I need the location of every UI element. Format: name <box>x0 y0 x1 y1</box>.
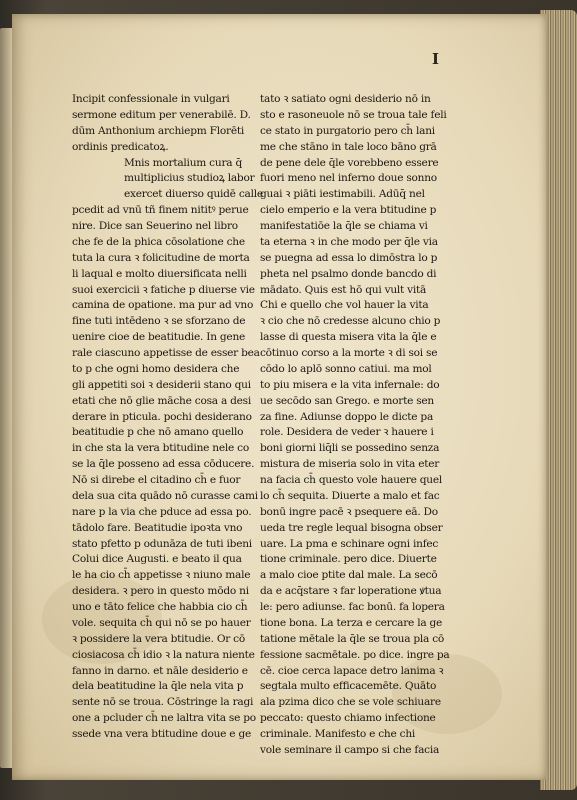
text-line: vole. sequita ch̄ qui nō se po hauer <box>72 616 251 629</box>
text-line: boni giorni liq̄li se possedino senza <box>260 442 440 455</box>
text-line: beatitudie p che nō amano quello <box>72 426 244 439</box>
text-line: a malo cioe ptite dal male. La secō <box>260 569 438 582</box>
text-line: peccato: questo chiamo infectione <box>260 712 436 725</box>
text-line: guai ꝛ piāti iestimabili. Adūq̄ nel <box>260 188 425 201</box>
text-line: to piu misera e la vita infernale: do <box>260 378 440 391</box>
text-line: sente nō se troua. Cōstringe la ragi <box>72 696 254 709</box>
text-line: fanno in darno. et nāle desiderio e <box>72 664 248 677</box>
text-line: le: pero adiunse. fac bonū. fa lopera <box>260 601 445 613</box>
text-line: mistura de miseria solo in vita eter <box>260 458 440 471</box>
text-line: gli appetiti soi ꝛ desiderii stano qui <box>72 378 251 391</box>
text-line: to p che ogni homo desidera che <box>72 362 240 375</box>
text-line: lo ch̄ sequita. Diuerte a malo et fac <box>260 489 440 502</box>
text-line: lasse di questa misera vita la q̄le e <box>260 331 437 344</box>
text-line: bonū ingre pacē ꝛ psequere eā. Do <box>260 505 438 518</box>
text-line: da e acq̄stare ꝛ far loperatione ꝟtua <box>260 585 442 598</box>
text-line: ce stato in purgatorio pero ch̄ lani <box>260 124 435 137</box>
text-line: sermone editum per venerabilē. D. <box>72 108 251 121</box>
text-line: sto e rasoneuole nō se troua tale feli <box>260 108 447 121</box>
text-line: tādolo fare. Beatitudie ipoꝛta vno <box>72 521 243 534</box>
text-line: suoi exercicii ꝛ fatiche p diuerse vie <box>72 283 255 296</box>
text-line: fuori meno nel inferno doue sonno <box>260 172 437 185</box>
text-line: fine tuti intēdeno ꝛ se sforzano de <box>72 315 246 328</box>
text-line: Incipit confessionale in vulgari <box>72 93 230 105</box>
text-line: ala pzima dico che se vole schiuare <box>260 696 441 709</box>
text-line: nire. Dice san Seuerino nel libro <box>72 220 238 232</box>
left-text-column <box>72 92 263 743</box>
text-line: camina de opatione. ma pur ad vno <box>72 299 254 312</box>
text-line: za fine. Adiunse doppo le dicte pa <box>260 410 434 423</box>
text-line: che fe de la phica cōsolatione che <box>72 235 245 248</box>
text-line: ꝛ cio che nō credesse alcuno chio p <box>260 315 441 328</box>
text-line: dela sua cita quādo nō curasse cami <box>72 489 258 502</box>
text-line: ta eterna ꝛ in che modo per q̄le via <box>260 235 438 248</box>
text-line: ordinis predicatoꝝ. <box>72 140 169 153</box>
text-line: role. Desidera de veder ꝛ hauere i <box>260 426 434 439</box>
text-line: cōdo lo aplō sonno catiui. ma mol <box>260 362 432 375</box>
text-line: tato ꝛ satiato ogni desiderio nō in <box>260 93 431 105</box>
text-line: uno e tāto felice che habbia cio ch̄ <box>72 601 248 613</box>
text-line: ssede vna vera btitudine doue e ge <box>72 728 251 740</box>
text-line: multiplicius studioꝝ labor <box>124 172 255 185</box>
folio-number: I <box>432 50 440 68</box>
text-line: stato pfetto p odunāza de tuti ibeni <box>72 537 252 550</box>
text-line: mādato. Quis est hō qui vult vitā <box>260 283 427 296</box>
text-line: cielo emperio e la vera btitudine p <box>260 204 437 217</box>
text-line: uare. La pma e schinare ogni infec <box>260 537 439 550</box>
text-line: cē. cioe cerca lapace detro lanima ꝛ <box>260 664 444 677</box>
text-line: me che stāno in tale loco bāno grā <box>260 140 437 153</box>
text-line: de pene dele q̄le vorebbeno essere <box>260 156 439 169</box>
text-line: in che sta la vera btitudine nele co <box>72 442 249 455</box>
text-line: Mnis mortalium cura q̄ <box>124 156 242 169</box>
text-line: etati che nō glie māche cosa a desi <box>72 394 252 407</box>
text-line: one a pcluder ch̄ ne laltra vita se po <box>72 712 256 725</box>
text-line: segtala multo efficacemēte. Quāto <box>260 680 437 693</box>
text-line: Nō si direbe el citadino ch̄ e fuor <box>72 474 241 486</box>
text-line: le ha cio ch̄ appetisse ꝛ niuno male <box>72 569 251 582</box>
right-text-column <box>260 92 450 759</box>
text-line: fessione sacmētale. po dice. ingre pa <box>260 648 450 661</box>
text-line: na facia ch̄ questo vole hauere quel <box>260 474 443 486</box>
text-line: exercet diuerso quidē calle <box>124 188 263 201</box>
text-line: Colui dice Augusti. e beato il qua <box>72 553 242 566</box>
text-line: ueda tre regle lequal bisogna obser <box>260 521 443 534</box>
text-line: ꝛ possidere la vera btitudie. Or cō <box>72 632 245 645</box>
text-line: dela beatitudine la q̄le nela vita p <box>72 680 244 693</box>
text-line: manifestatiōe la q̄le se chiama vi <box>260 220 428 232</box>
text-line: se puegna ad essa lo dimōstra lo p <box>260 251 438 264</box>
text-line: tione criminale. pero dice. Diuerte <box>260 553 437 566</box>
text-line: criminale. Manifesto e che chi <box>260 728 416 740</box>
text-line: tione bona. La terza e cercare la ge <box>260 616 443 629</box>
text-line: tuta la cura ꝛ folicitudine de morta <box>72 251 250 264</box>
text-line: desidera. ꝛ pero in questo mōdo ni <box>72 585 249 598</box>
text-line: derare in pticula. pochi desiderano <box>72 410 252 423</box>
text-line: ue secōdo san Grego. e morte sen <box>260 394 434 407</box>
text-line: pcedit ad vnū tñ finem nititꝰ perue <box>72 204 249 217</box>
text-line: pheta nel psalmo donde bancdo di <box>260 267 437 280</box>
text-line: cōtinuo corso a la morte ꝛ di soi se <box>260 347 438 359</box>
text-line: dūm Anthonium archiepm Florēti <box>72 124 244 137</box>
text-line: se la q̄le posseno ad essa cōducere. <box>72 458 255 471</box>
text-line: rale ciascuno appetisse de esser bea <box>72 347 260 359</box>
text-line: ciosiacosa ch̄ idio ꝛ la natura niente <box>72 648 255 661</box>
text-line: nare p la via che pduce ad essa po. <box>72 505 252 518</box>
text-line: uenire cioe de beatitudie. In gene <box>72 331 246 344</box>
text-line: Chi e quello che vol hauer la vita <box>260 299 429 312</box>
text-line: tatione mētale la q̄le se troua pla cō <box>260 632 445 645</box>
text-line: li laqual e molto diuersificata nelli <box>72 267 247 280</box>
text-line: vole seminare il campo si che facia <box>260 743 440 756</box>
